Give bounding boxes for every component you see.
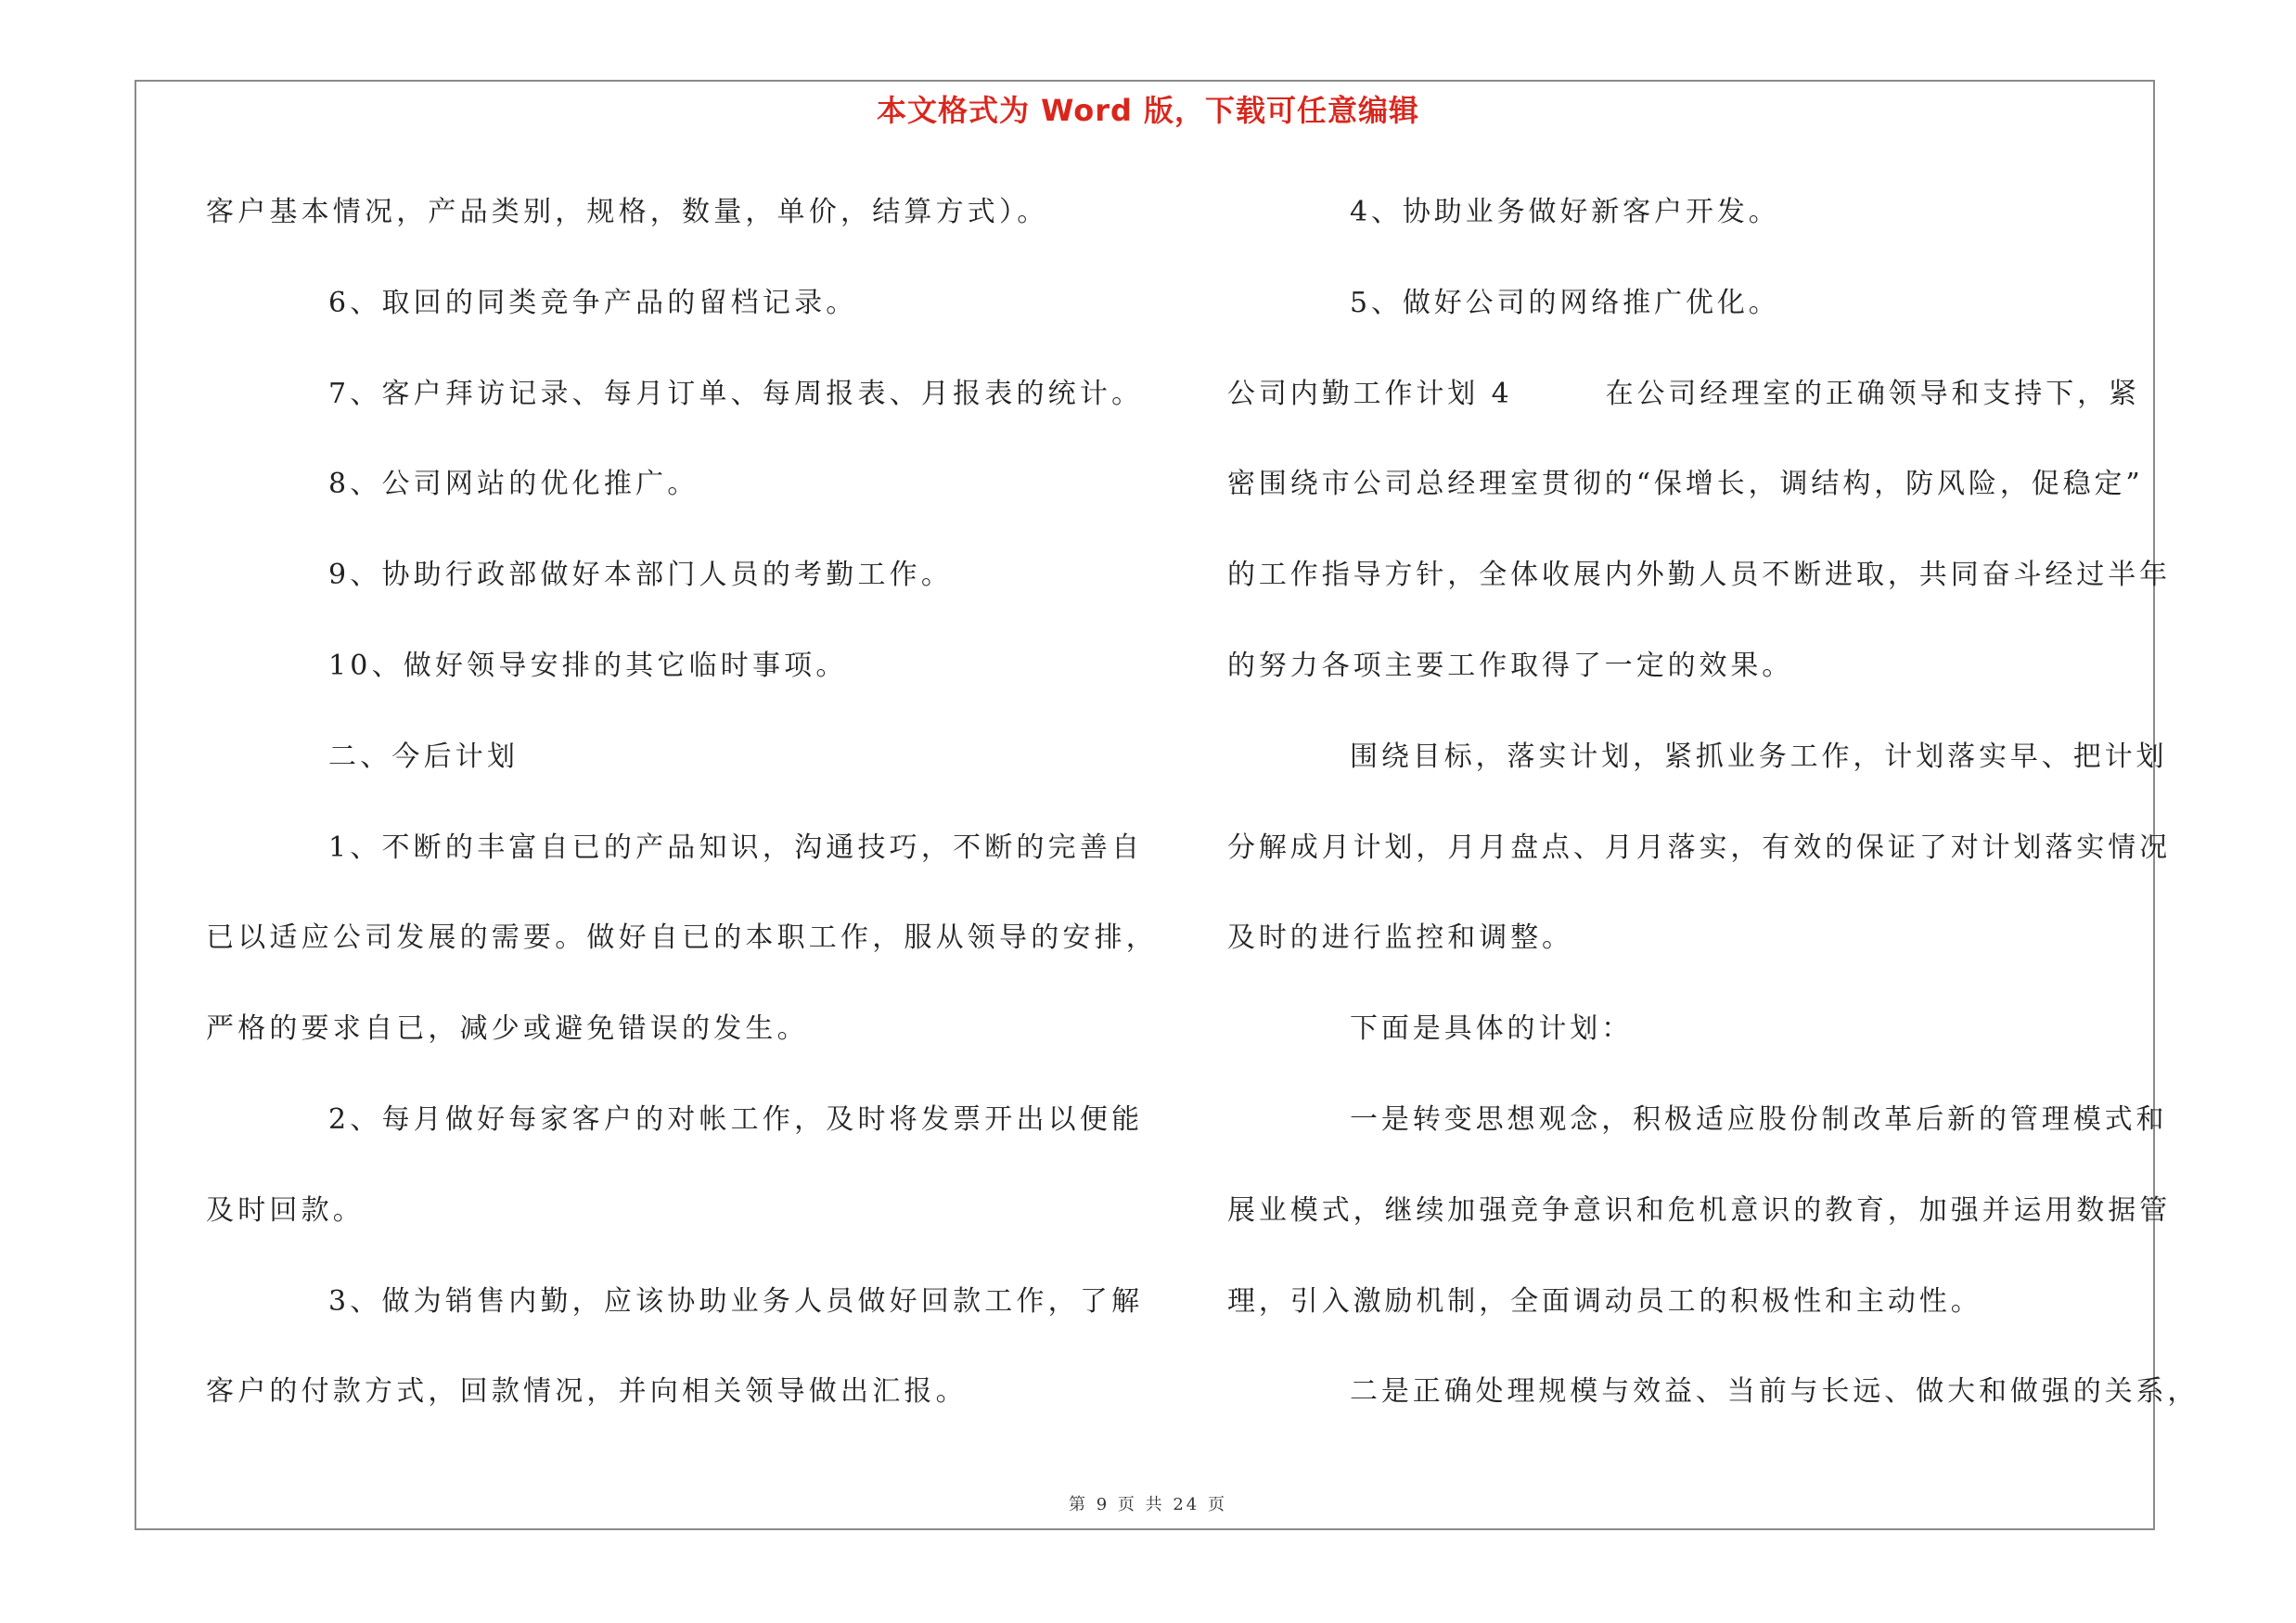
text-line: 8、公司网站的优化推广。 xyxy=(328,468,699,501)
text-line: 9、协助行政部做好本部门人员的考勤工作。 xyxy=(328,559,954,592)
plan-title: 公司内勤工作计划 4 xyxy=(1227,377,1513,410)
text-line: 分解成月计划，月月盘点、月月落实，有效的保证了对计划落实情况 xyxy=(1227,831,2171,864)
text-line: 密围绕市公司总经理室贯彻的“保增长，调结构，防风险，促稳定” xyxy=(1227,468,2144,501)
page-number: 第 9 页 共 24 页 xyxy=(1069,1495,1227,1514)
text-line: 2、每月做好每家客户的对帐工作，及时将发票开出以便能 xyxy=(328,1102,1144,1136)
text-line: 客户的付款方式，回款情况，并向相关领导做出汇报。 xyxy=(206,1375,968,1409)
text-line: 7、客户拜访记录、每月订单、每周报表、月报表的统计。 xyxy=(328,377,1144,410)
text-line: 严格的要求自已，减少或避免错误的发生。 xyxy=(206,1012,809,1046)
text-line: 二是正确处理规模与效益、当前与长远、做大和做强的关系， xyxy=(1350,1375,2200,1409)
text-line: 的工作指导方针，全体收展内外勤人员不断进取，共同奋斗经过半年 xyxy=(1227,559,2171,592)
text-line: 客户基本情况，产品类别，规格，数量，单价，结算方式）。 xyxy=(206,196,1049,228)
text-line: 一是转变思想观念，积极适应股份制改革后新的管理模式和 xyxy=(1350,1102,2168,1136)
text-line: 4、协助业务做好新客户开发。 xyxy=(1350,196,1780,228)
text-line: 展业模式，继续加强竞争意识和危机意识的教育，加强并运用数据管 xyxy=(1227,1193,2171,1227)
text-line: 3、做为销售内勤，应该协助业务人员做好回款工作，了解 xyxy=(328,1284,1144,1318)
text-line: 理，引入激励机制，全面调动员工的积极性和主动性。 xyxy=(1227,1284,1982,1318)
text-line: 及时回款。 xyxy=(206,1193,365,1227)
text-line: 6、取回的同类竞争产品的留档记录。 xyxy=(328,286,858,319)
plan-intro-text: 在公司经理室的正确领导和支持下，紧 xyxy=(1605,377,2140,410)
text-line: 已以适应公司发展的需要。做好自已的本职工作，服从领导的安排， xyxy=(206,921,1158,955)
text-line xyxy=(1227,349,2172,440)
text-line: 下面是具体的计划： xyxy=(1350,1012,1634,1046)
text-line: 及时的进行监控和调整。 xyxy=(1227,921,1573,955)
text-line: 1、不断的丰富自已的产品知识，沟通技巧，不断的完善自 xyxy=(328,831,1144,864)
section-heading: 二、今后计划 xyxy=(328,740,519,773)
text-line: 5、做好公司的网络推广优化。 xyxy=(1350,286,1780,319)
word-format-banner: 本文格式为 Word 版，下载可任意编辑 xyxy=(876,93,1420,128)
text-line: 围绕目标，落实计划，紧抓业务工作，计划落实早、把计划 xyxy=(1350,740,2168,773)
right-text-column xyxy=(1227,167,2200,1437)
text-line: 的努力各项主要工作取得了一定的效果。 xyxy=(1227,649,1794,682)
text-line: 10、做好领导安排的其它临时事项。 xyxy=(328,649,848,682)
left-text-column xyxy=(206,167,1158,1437)
